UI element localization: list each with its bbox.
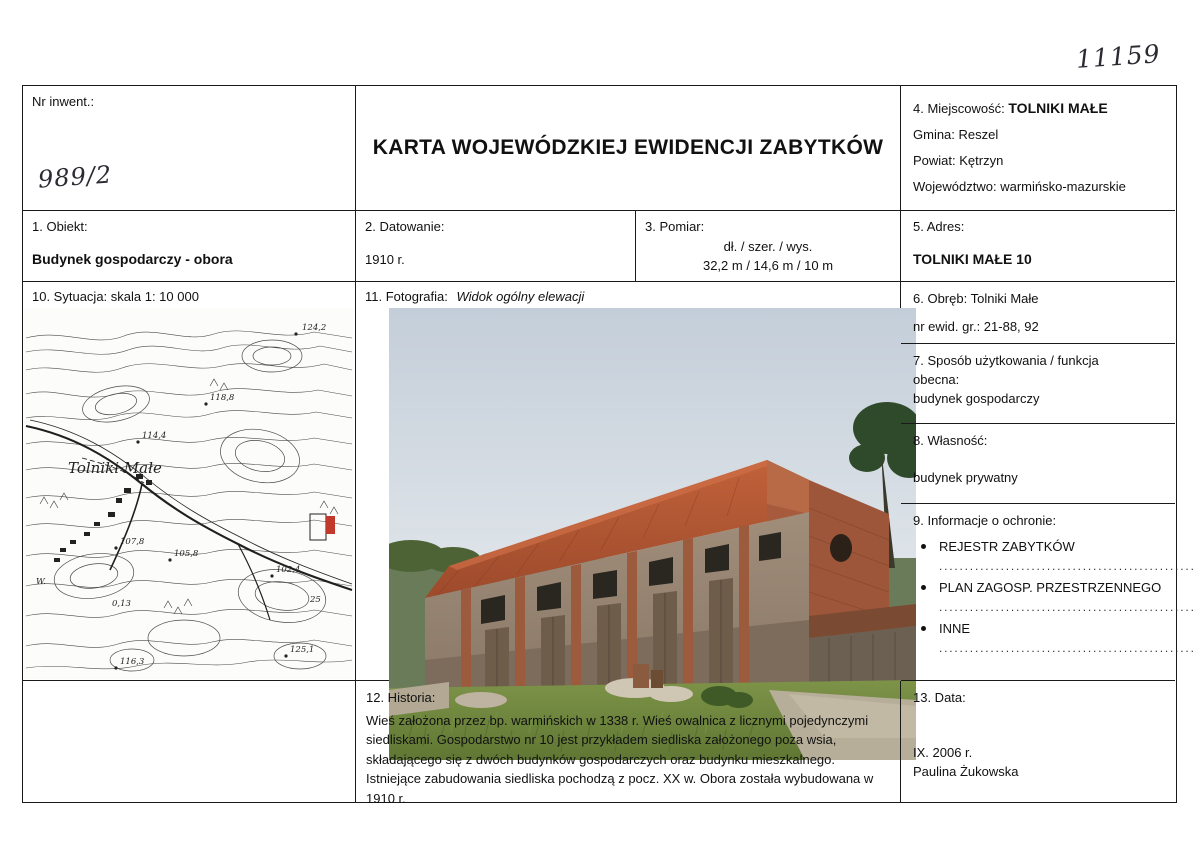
svg-text:0,13: 0,13 bbox=[112, 599, 131, 609]
map-place-label: Tolniki Małe bbox=[68, 459, 162, 477]
obreb-cell bbox=[901, 282, 1175, 344]
card-title-cell bbox=[356, 86, 901, 211]
page-title: KARTA WOJEWÓDZKIEJ EWIDENCJI ZABYTKÓW bbox=[372, 135, 884, 159]
address-value: TOLNIKI MAŁE 10 bbox=[913, 250, 1032, 267]
history-cell bbox=[356, 681, 901, 806]
dotted-rule: .................................................. bbox=[939, 641, 1196, 656]
protection-cell bbox=[901, 504, 1196, 681]
object-value: Budynek gospodarczy - obora bbox=[32, 250, 233, 267]
usage-label-2: obecna: bbox=[913, 371, 960, 387]
address-label: 5. Adres: bbox=[913, 219, 965, 234]
dating-value: 1910 r. bbox=[365, 251, 405, 267]
photograph-caption: Widok ogólny elewacji bbox=[456, 289, 585, 304]
situation-map bbox=[24, 308, 354, 679]
svg-text:107,8: 107,8 bbox=[120, 537, 145, 547]
object-cell bbox=[23, 211, 356, 282]
measurement-label: 3. Pomiar: bbox=[645, 219, 705, 234]
voivodeship-value: warmińsko-mazurskie bbox=[1000, 178, 1126, 194]
measurement-cell bbox=[636, 211, 901, 282]
dotted-rule: .................................................. bbox=[939, 559, 1196, 574]
protection-item-register: REJESTR ZABYTKÓW bbox=[939, 538, 1075, 554]
inventory-number-label: Nr inwent.: bbox=[32, 94, 95, 109]
inventory-number-value: 989/2 bbox=[37, 160, 114, 194]
situation-map-svg bbox=[24, 308, 354, 679]
obreb-value: Tolniki Małe bbox=[970, 291, 1039, 306]
bullet-dot-icon bbox=[921, 544, 926, 549]
svg-text:25: 25 bbox=[310, 595, 321, 605]
protection-label: 9. Informacje o ochronie: bbox=[913, 513, 1057, 528]
protection-item-other: INNE bbox=[939, 620, 971, 636]
date-value: IX. 2006 r. bbox=[913, 744, 973, 760]
powiat-value: Kętrzyn bbox=[959, 152, 1004, 168]
list-item bbox=[913, 537, 1163, 557]
usage-label: 7. Sposób użytkowania / funkcja bbox=[913, 353, 1099, 368]
svg-text:125,1: 125,1 bbox=[290, 645, 315, 655]
usage-cell bbox=[901, 344, 1175, 424]
powiat-label: Powiat: bbox=[913, 152, 956, 168]
locality-value: TOLNIKI MAŁE bbox=[1008, 100, 1108, 116]
record-card bbox=[22, 85, 1196, 806]
bullet-dot-icon bbox=[921, 626, 926, 631]
address-cell bbox=[901, 211, 1175, 282]
catalogue-number-handwritten: 11159 bbox=[1075, 39, 1162, 74]
obreb-label: 6. Obręb: bbox=[913, 291, 968, 306]
gmina-label: Gmina: bbox=[913, 126, 955, 142]
author-name: Paulina Żukowska bbox=[913, 763, 1019, 779]
map-overflow-cell bbox=[23, 681, 356, 802]
svg-text:105,8: 105,8 bbox=[174, 549, 199, 559]
svg-text:116,3: 116,3 bbox=[120, 657, 145, 667]
svg-text:W.: W. bbox=[36, 577, 46, 587]
svg-text:114,4: 114,4 bbox=[142, 431, 167, 441]
svg-text:124,2: 124,2 bbox=[302, 323, 327, 333]
measurement-value: 32,2 m / 14,6 m / 10 m bbox=[702, 257, 834, 273]
measurement-units: dł. / szer. / wys. bbox=[723, 238, 813, 254]
svg-text:118,8: 118,8 bbox=[210, 393, 235, 403]
date-cell bbox=[901, 681, 1175, 802]
list-item bbox=[913, 578, 1163, 598]
ownership-label: 8. Własność: bbox=[913, 433, 988, 448]
usage-value: budynek gospodarczy bbox=[913, 390, 1040, 406]
inventory-number-cell bbox=[23, 86, 356, 211]
object-label: 1. Obiekt: bbox=[32, 219, 88, 234]
list-item bbox=[913, 619, 1163, 639]
ownership-cell bbox=[901, 424, 1175, 504]
protection-item-plan: PLAN ZAGOSP. PRZESTRZENNEGO bbox=[939, 579, 1162, 595]
history-text: Wieś założona przez bp. warmińskich w 1338 r. Wieś owalnica z licznymi pojedynczymi siedliskami. Gospodarstwo nr 10 jest przykładem siedliska założonego poza wsia, składającego się z dwóch budynków gospodarczych oraz budynku mieszkalnego. Istniejące zabudowania siedliska pochodzą z pocz. XX w. Obora została wybudowana w 1910 r. bbox=[366, 712, 874, 806]
history-label: 12. Historia: bbox=[366, 690, 436, 705]
dotted-rule: .................................................. bbox=[939, 600, 1196, 615]
dating-cell bbox=[356, 211, 636, 282]
photograph-label: 11. Fotografia: bbox=[365, 289, 448, 304]
protection-list bbox=[913, 537, 1196, 656]
date-label: 13. Data: bbox=[913, 690, 966, 705]
situation-label: 10. Sytuacja: skala 1: 10 000 bbox=[32, 289, 199, 304]
voivodeship-label: Województwo: bbox=[913, 178, 997, 194]
bullet-dot-icon bbox=[921, 585, 926, 590]
locality-cell bbox=[901, 86, 1175, 211]
locality-label: 4. Miejscowość: bbox=[913, 101, 1005, 116]
dating-label: 2. Datowanie: bbox=[365, 219, 445, 234]
gmina-value: Reszel bbox=[958, 126, 999, 142]
obreb-parcel: nr ewid. gr.: 21-88, 92 bbox=[913, 318, 1039, 334]
svg-text:102,4: 102,4 bbox=[276, 565, 301, 575]
ownership-value: budynek prywatny bbox=[913, 469, 1018, 485]
